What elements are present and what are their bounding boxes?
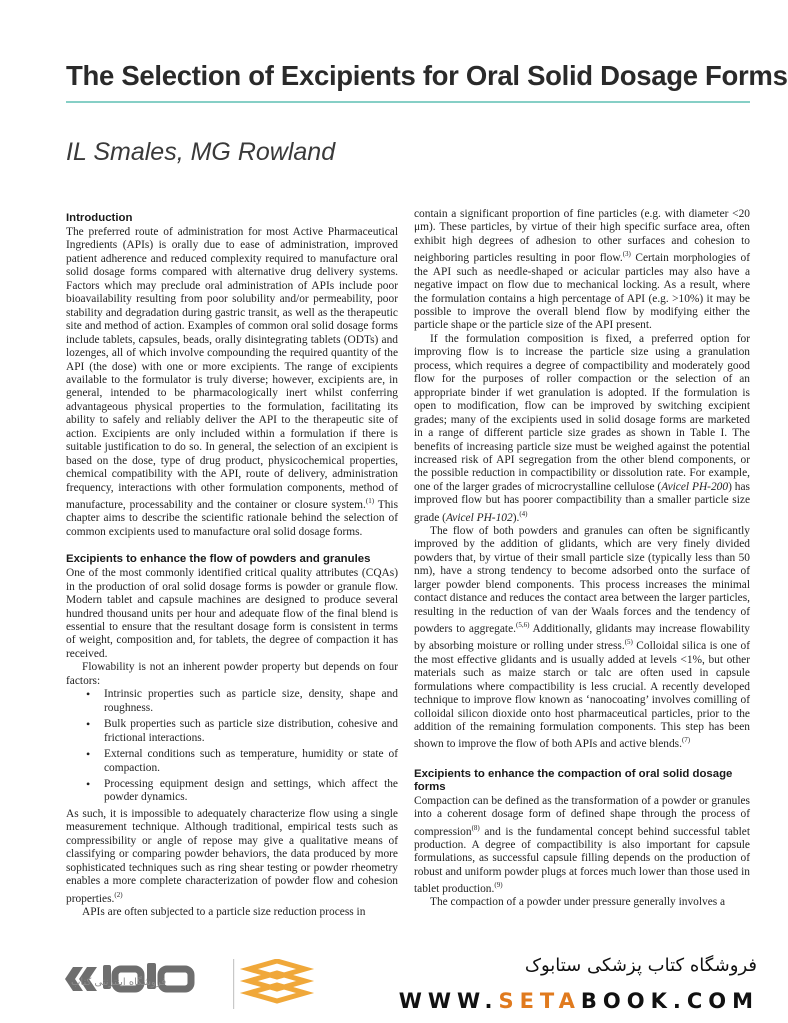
paragraph-glidants: The flow of both powders and granules can often be significantly improved by the addition of glidants, which are very finely divided powders that, by virtue of their small particle size (typically less than 50 nm), have a strong tendency to become adsorbed onto the surface of larger powder blend components. This process increases the minimal contact distance and reduces the contact area between the larger particles, resulting in the reduction of van der Waals forces and the tendency of powders to aggregate.$^{(5,6)}$ Additionally, glidants may increase flowability by absorbing moisture or rolling under stress.$^{(5)}$ Colloidal silica is one of the most effective glidants and is usually added at levels <1%, but other materials such as maize starch or talc are often used in capsule formulations where compactibility is less crucial. A recently developed technique to improve flow known as ‘nanocoating’ involves comilling of colloidal silicon dioxide onto host pharmaceutical particles, prior to the addition of the remaining formulation components. This step has been shown to improve the flow of both APIs and active blends.$^{(7)}$ <box>414 525 751 751</box>
list-item: • Bulk properties such as particle size distribution, cohesive and frictional interactions. <box>86 717 398 744</box>
paragraph-compaction: Compaction can be defined as the transformation of a powder or granules into a coherent dosage form of defined shape through the process of compression$^{(8)}$ and is the fundamental concept behind successful tablet production. A degree of compactibility is also important for capsule formulations, as successful capsule filling depends on the production of robust and uniform powder plugs at forces much lower than those used in tablet production.$^{(9)}$ <box>414 794 750 895</box>
watermark-footer <box>27 941 765 1023</box>
list-item: • Processing equipment design and settings, which affect the powder dynamics. <box>86 777 398 804</box>
right-column <box>414 208 750 910</box>
citation: (2) <box>114 890 123 899</box>
heading-compaction: Excipients to enhance the compaction of oral solid dosage forms <box>414 767 733 793</box>
article-title: The Selection of Excipients for Oral Solid Dosage Forms <box>66 60 788 91</box>
citation: (4) <box>519 509 528 518</box>
citation: (3) <box>622 250 631 259</box>
paragraph-intro: The preferred route of administration for most Active Pharmaceutical Ingredients (APIs) is orally due to ease of administration, improved patient adherence and reduced complexity required to manufacture oral solid dosage forms compared with alternative drug delivery systems. Factors which may preclude oral administration of APIs include poor bioavailability resulting from poor solubility and/or permeability, poor stability and degradation during gastric transit, as well as the therapeutic site and method of action. Examples of common oral solid dosage forms include tablets, capsules, beads, orally disintegrating tablets (ODTs) and lozenges, all of which involve compounding the required quantity of the API (the dose) with one or more excipients. The range of excipients available to the formulator is truly diverse; however, excipients are, in general, intended to be pharmacologically inert whilst conferring advantageous physical properties to the formulation, facilitating its ability to safely and reliably deliver the API to the therapeutic site of action. Excipients are only included within a formulation if there is suitable justification to do so. In general, the selection of an excipient is based on the dose, type of drug product, physicochemical properties, chemical compatibility with the API, route of delivery, administration frequency, interactions with other formulation components, method of manufacture, processability and the container or closure system.$^{(1)}$ This chapter aims to describe the scientific rationale behind the selection of common excipients used to manufacture oral solid dosage forms. <box>66 226 398 538</box>
heading-flow: Excipients to enhance the flow of powders and granules <box>66 553 371 566</box>
store-name: فروشگاه کتاب پزشکی ستابوک <box>524 955 757 976</box>
logo-tagline: فروشگاه اینترنتی کتاب <box>71 977 167 988</box>
factor-list <box>86 688 398 805</box>
heading-introduction: Introduction <box>66 212 133 224</box>
paragraph-size-reduction: APIs are often subjected to a particle size reduction process in <box>82 905 366 918</box>
paragraph-fine-particles: contain a significant proportion of fine particles (e.g. with diameter <20 μm). These particles, by virtue of their high specific surface area, often exhibit high degrees of adhesion to other surfaces and cohesion to neighboring particles resulting in poor flow.$^{(3)}$ Certain morphologies of the API such as needle-shaped or acicular particles may also have a negative impact on flow due to mechanical locking. As a result, where the formulation contains a high percentage of API (e.g. >10%) it may be possible to improve the overall blend flow by modifying either the particle shape or the particle size of the API present. <box>414 208 750 332</box>
paragraph-characterization: As such, it is impossible to adequately characterize flow using a single measurement technique. Although traditional, empirical tests such as compressibility or angle of repose may give a qualitative means of classifying or comparing powder behaviors, the data produced by more sophisticated techniques such as ring shear testing or powder rheometry enables a more complete characterization of powder flow and cohesion properties.$^{(2)}$ <box>66 807 398 905</box>
paragraph-flowability: Flowability is not an inherent powder property but depends on four factors: <box>66 661 398 687</box>
citation: (5,6) <box>516 621 530 630</box>
title-rule <box>66 101 750 103</box>
list-item: • Intrinsic properties such as particle size, density, shape and roughness. <box>86 687 398 714</box>
citation: (1) <box>365 497 375 506</box>
paragraph-granulation: If the formulation composition is fixed, a preferred option for improving flow is to increase the particle size using a granulation process, which requires a degree of compactibility and moderately good flow for the purposes of roller compaction or the selection of an appropriate binder if wet granulation is adopted. If the formulation is open to modification, flow can be improved by switching excipient grades; many of the excipients used in solid dosage forms are marketed in a range of different particle size grades as shown in Table I. The benefits of increasing particle size must be weighed against the potential increased risk of API segregation from the other blend components, or the possible reduction in compactibility or dissolution rate. For example, one of the larger grades of microcrystalline cellulose (Avicel PH-200) has improved flow but has poorer compactibility than a smaller particle size grade (Avicel PH-102).$^{(4)}$ <box>414 332 750 524</box>
bullet-icon: • <box>86 687 91 702</box>
citation: (5) <box>624 638 633 647</box>
citation: (7) <box>681 736 691 745</box>
bullet-icon: • <box>86 747 91 762</box>
left-column <box>66 208 398 919</box>
citation: (8) <box>471 823 480 832</box>
bullet-icon: • <box>86 717 91 732</box>
paragraph-cqa: One of the most commonly identified critical quality attributes (CQAs) in the production of oral solid dosage forms is powder or granule flow. Modern tablet and capsule machines are designed to produce several hundred thousand units per hour and adequate flow of the final blend is essential to ensure that the resultant dosage form is consistent in terms of weight, composition and, for tablets, the degree of compaction it has received. <box>66 567 398 660</box>
citation: (9) <box>494 881 503 890</box>
paragraph-compaction-pressure: The compaction of a powder under pressure generally involves a <box>430 896 726 909</box>
store-url: WWW.SETABOOK.COM <box>398 989 759 1013</box>
bullet-icon: • <box>86 777 91 792</box>
article-authors: IL Smales, MG Rowland <box>66 138 336 166</box>
list-item: • External conditions such as temperature, humidity or state of compaction. <box>86 747 398 774</box>
